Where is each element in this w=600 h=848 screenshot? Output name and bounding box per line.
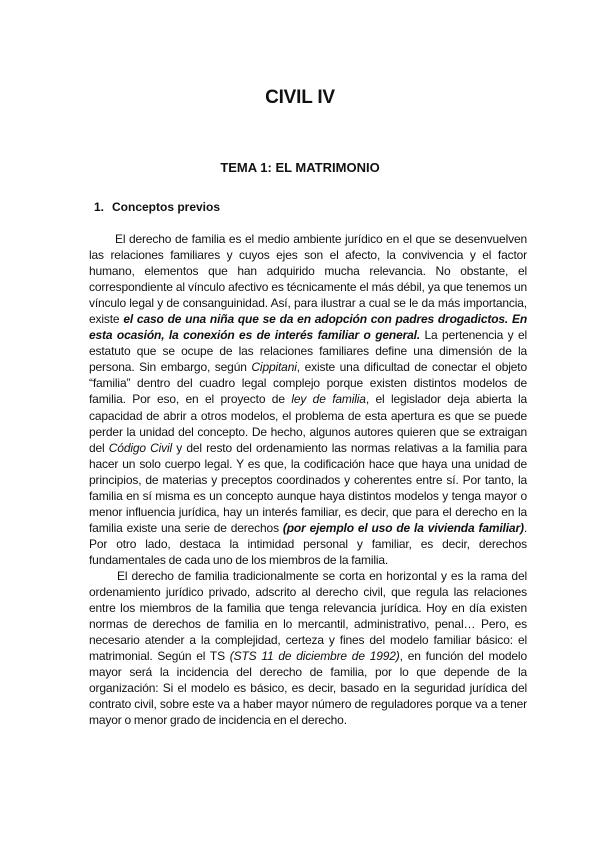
p1-text-6: . Por otro lado, destaca la intimidad personal y familiar, es decir, derechos fundamentales de cada uno de los miembros de la familia. — [89, 520, 527, 567]
topic-heading: TEMA 1: EL MATRIMONIO — [220, 159, 380, 175]
p1-italic-2: ley de familia — [291, 392, 366, 407]
document-title: CIVIL IV — [265, 86, 335, 108]
paragraph-2 — [89, 568, 527, 728]
p1-italic-1: Cippitani — [251, 360, 297, 375]
p2-italic-1: (STS 11 de diciembre de 1992) — [229, 649, 400, 664]
section-heading — [94, 200, 220, 214]
p1-text-4: , el legislador deja abierta la capacidad de abrir a otros modelos, el problema de esta apertura es que se puede perder la unidad del concepto. De hecho, algunos autores quieren que se extraigan del — [89, 392, 528, 455]
p1-emphasis-2: (por ejemplo el uso de la vivienda familiar) — [282, 520, 524, 535]
p1-emphasis-1: el caso de una niña que se da en adopción con padres drogadictos. En esta ocasión, la conexión es de interés familiar o general. — [89, 312, 527, 343]
p2-text-1: El derecho de familia tradicionalmente se corta en horizontal y es la rama del ordenamiento jurídico privado, adscrito al derecho civil, que regula las relaciones entre los miembros de la familia que tenga relevancia jurídica. Hoy en día existen normas de derechos de familia en lo mercantil, administrativo, penal… Pero, es necesario atender a la complejidad, certeza y fines del modelo familiar básico: el matrimonial. Según el TS — [89, 568, 527, 664]
section-number: 1. — [94, 200, 105, 214]
p1-italic-3: Código Civil — [108, 440, 173, 455]
document-body — [89, 231, 527, 728]
p1-text-3: , existe una dificultad de conectar el objeto “familia” dentro del cuadro legal complejo porque existen distintos modelos de familia. Por eso, en el proyecto de — [89, 360, 528, 407]
section-title: Conceptos previos — [112, 200, 221, 214]
p1-text-1: El derecho de familia es el medio ambiente jurídico en el que se desenvuelven las relaciones familiares y cuyos ejes son el afecto, la convivencia y el factor humano, elementos que han adquirido mucha relevancia. No obstante, el correspondiente al vínculo afectivo es técnicamente el más débil, ya que tenemos un vínculo legal y de consanguinidad. Así, para ilustrar a cual se le da más importancia, existe — [89, 232, 527, 327]
paragraph-1 — [89, 231, 527, 568]
p1-text-5: y del resto del ordenamiento las normas relativas a la familia para hacer un solo cuerpo legal. Y es que, la codificación hace que haya una unidad de principios, de materias y preceptos coordinados y coherentes entre sí. Por tanto, la familia en sí misma es un concepto aunque haya distintos modelos y tenga mayor o menor influencia jurídica, hay un interés familiar, es decir, que para el derecho en la familia existe una serie de derechos — [89, 440, 527, 535]
p2-text-2: , en función del modelo mayor será la incidencia del derecho de familia, por lo que depende de la organización: Si el modelo es básico, es decir, basado en la seguridad jurídica del contrato civil, sobre este va a haber mayor número de reguladores porque va a tener mayor o menor grado de incidencia en el derecho. — [89, 649, 527, 728]
p1-text-2: La pertenencia y el estatuto que se ocupe de las relaciones familiares define una dimensión de la persona. Sin embargo, según — [89, 328, 527, 375]
